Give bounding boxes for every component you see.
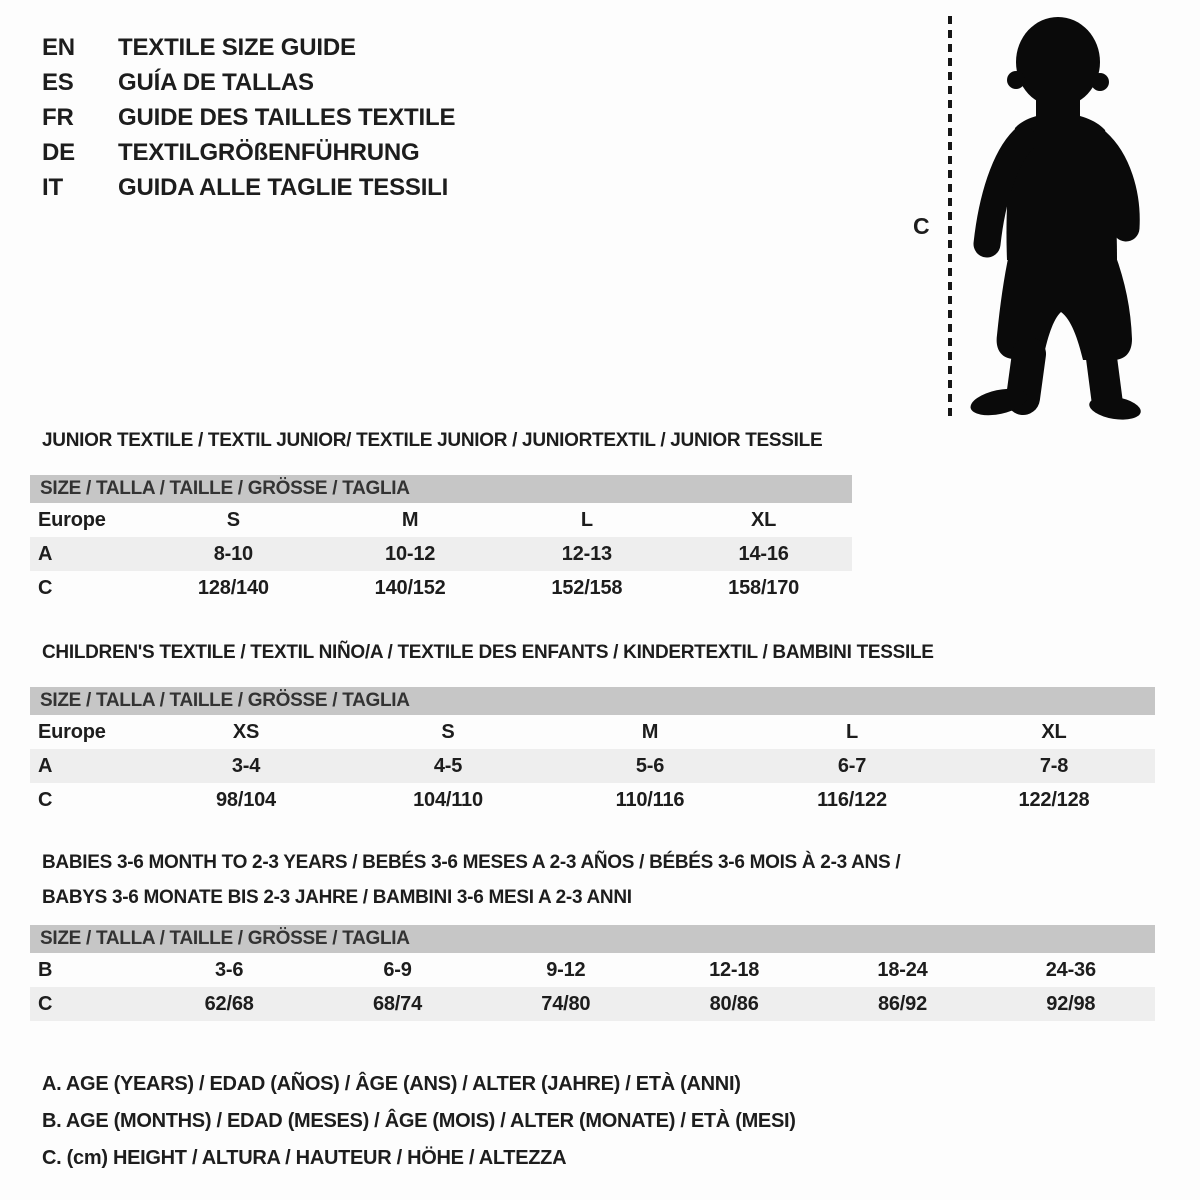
table-row [30,715,1155,749]
row-label-cell: Europe [38,508,106,531]
size-value-cell: 98/104 [216,788,276,811]
size-value-cell: 5-6 [635,754,665,777]
size-value-cell: XL [751,508,777,531]
size-value-cell: 128/140 [197,576,269,599]
measurement-legend [42,1066,796,1177]
size-value-cell: 62/68 [204,992,254,1015]
size-value-cell: 104/110 [413,788,483,811]
size-value-cell: 24-36 [1045,958,1096,981]
language-label: TEXTILE SIZE GUIDE [118,34,356,61]
size-value-cell: M [641,720,659,743]
size-value-cell: 140/152 [374,576,446,599]
language-code: FR [42,104,74,131]
table-row [30,571,852,605]
section-title-line: CHILDREN'S TEXTILE / TEXTIL NIÑO/A / TEXTILE DES ENFANTS / KINDERTEXTIL / BAMBINI TESSILE [42,642,934,663]
size-value-cell: 7-8 [1039,754,1069,777]
size-value-cell: 14-16 [738,542,789,565]
size-value-cell: S [226,508,240,531]
language-label: GUIDA ALLE TAGLIE TESSILI [118,174,449,201]
size-value-cell: 3-4 [231,754,261,777]
language-row [42,170,455,205]
table-row [30,783,1155,817]
section-childrens-textile [30,640,1170,817]
size-value-cell: 6-7 [837,754,867,777]
size-value-cell: 3-6 [215,958,244,981]
section-babies-textile [30,845,1170,1021]
language-label: TEXTILGRÖßENFÜHRUNG [118,139,420,166]
size-value-cell: 6-9 [383,958,412,981]
section-title [42,640,1170,666]
table-row [30,537,852,571]
section-title [42,845,1170,915]
children-size-table [30,715,1155,817]
language-row [42,65,455,100]
row-label-cell: A [38,754,53,777]
size-value-cell: XL [1041,720,1067,743]
toddler-silhouette-icon [957,8,1152,426]
row-label-cell: C [38,788,53,811]
language-code: DE [42,139,75,166]
size-value-cell: 4-5 [433,754,463,777]
size-header-bar: SIZE / TALLA / TAILLE / GRÖSSE / TAGLIA [30,925,1155,953]
row-label-cell: C [38,992,53,1015]
size-value-cell: 122/128 [1018,788,1090,811]
size-header-bar: SIZE / TALLA / TAILLE / GRÖSSE / TAGLIA [30,687,1155,715]
size-value-cell: 86/92 [877,992,927,1015]
table-row [30,749,1155,783]
size-value-cell: 9-12 [546,958,586,981]
language-row [42,135,455,170]
junior-size-table [30,503,852,605]
language-label: GUIDE DES TAILLES TEXTILE [118,104,456,131]
language-code: ES [42,69,74,96]
table-row [30,953,1155,987]
size-value-cell: S [441,720,455,743]
row-label-cell: Europe [38,720,106,743]
section-title-line: BABYS 3-6 MONATE BIS 2-3 JAHRE / BAMBINI 3-6 MESI A 2-3 ANNI [42,887,632,908]
legend-line-b: B. AGE (MONTHS) / EDAD (MESES) / ÂGE (MOIS) / ALTER (MONATE) / ETÀ (MESI) [42,1110,796,1132]
section-junior-textile [30,428,1170,605]
legend-line-a: A. AGE (YEARS) / EDAD (AÑOS) / ÂGE (ANS) / ALTER (JAHRE) / ETÀ (ANNI) [42,1073,741,1095]
size-value-cell: 74/80 [541,992,591,1015]
size-value-cell: M [401,508,419,531]
section-title-line: BABIES 3-6 MONTH TO 2-3 YEARS / BEBÉS 3-6 MESES A 2-3 AÑOS / BÉBÉS 3-6 MOIS À 2-3 ANS / [42,852,901,873]
size-value-cell: 8-10 [213,542,253,565]
size-value-cell: 68/74 [372,992,423,1015]
babies-size-table [30,953,1155,1021]
legend-line-c: C. (cm) HEIGHT / ALTURA / HAUTEUR / HÖHE / ALTEZZA [42,1147,567,1169]
table-row [30,987,1155,1021]
size-header-bar: SIZE / TALLA / TAILLE / GRÖSSE / TAGLIA [30,475,852,503]
row-label-cell: A [38,542,53,565]
size-tables [30,428,1170,1021]
size-value-cell: 110/116 [615,788,685,811]
section-title [42,428,1170,454]
section-title-line: JUNIOR TEXTILE / TEXTIL JUNIOR/ TEXTILE JUNIOR / JUNIORTEXTIL / JUNIOR TESSILE [42,430,823,451]
size-value-cell: 116/122 [817,788,887,811]
height-measure-line [948,16,952,416]
size-value-cell: 158/170 [728,576,800,599]
size-value-cell: 92/98 [1046,992,1096,1015]
language-code: EN [42,34,75,61]
size-value-cell: 12-13 [561,542,612,565]
measure-label-c: C [913,213,930,239]
size-value-cell: 80/86 [709,992,759,1015]
size-value-cell: 10-12 [385,542,436,565]
size-value-cell: 18-24 [877,958,928,981]
language-row [42,30,455,65]
size-value-cell: 152/158 [551,576,623,599]
size-figure [905,8,1165,428]
size-value-cell: 12-18 [709,958,760,981]
size-value-cell: XS [232,720,260,743]
row-label-cell: B [38,958,53,981]
table-row [30,503,852,537]
language-header [42,30,455,205]
language-label: GUÍA DE TALLAS [118,69,314,96]
size-value-cell: L [845,720,859,743]
language-code: IT [42,174,63,201]
language-row [42,100,455,135]
size-value-cell: L [580,508,593,531]
row-label-cell: C [38,576,53,599]
